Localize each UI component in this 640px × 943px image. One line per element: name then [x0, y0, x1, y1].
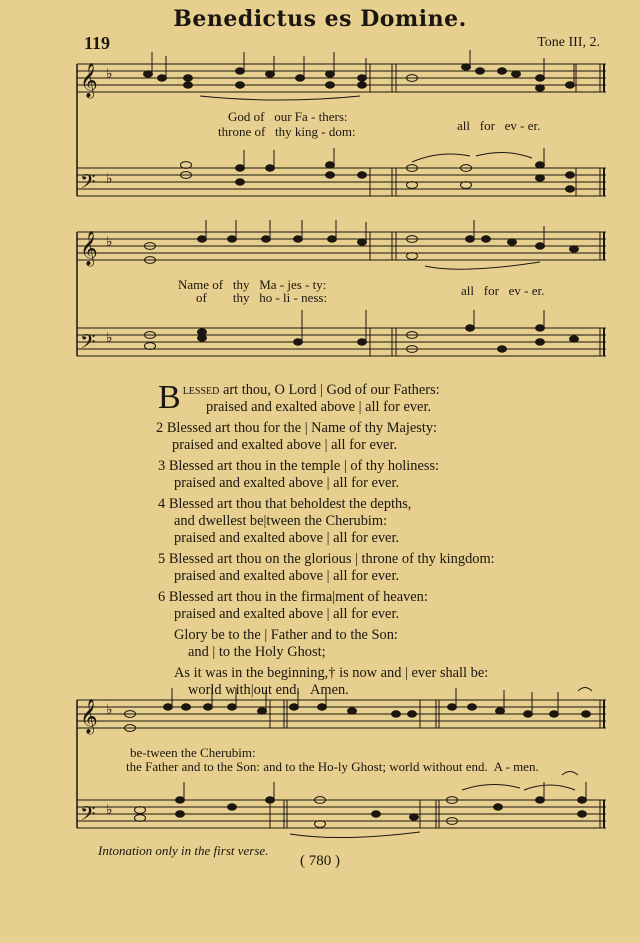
svg-text:♭: ♭ [106, 802, 113, 818]
verse-5 [158, 551, 588, 585]
verse-2-line1: Blessed art thou for the | Name of thy Majesty: [166, 420, 438, 436]
treble-clef-icon: 𝄞 [80, 231, 98, 266]
verse-number: 5 [158, 551, 166, 567]
system2-lyrics-line1: Name of thy Ma - jes - ty: [178, 277, 327, 292]
doxology-line3: As it was in the beginning,† is now and | ever shall be: [174, 665, 489, 681]
system1-lyrics-end: all for ev - er. [457, 118, 541, 133]
verse-1-line1: art thou, O Lord | God of our Fathers: [219, 382, 440, 398]
system3-lyrics-line2: the Father and to the Son: and to the Ho-ly Ghost; world without end. A - men. [126, 759, 539, 774]
verse-1 [158, 379, 588, 416]
verse-6-line2: praised and exalted above | all for ever. [174, 606, 400, 622]
verse-number: 2 [156, 420, 164, 436]
verse-2 [156, 420, 588, 454]
page-number: ( 780 ) [300, 853, 340, 869]
tone-label: Tone III, 2. [537, 35, 600, 50]
bass-clef-icon: 𝄢 [80, 170, 96, 198]
staff-system2-treble [77, 232, 606, 260]
verse-3-line1: Blessed art thou in the temple | of thy holiness: [168, 458, 440, 474]
doxology-gloria [158, 627, 588, 661]
verse-text [156, 379, 588, 703]
verse-5-line1: Blessed art thou on the glorious | throne of thy kingdom: [168, 551, 495, 567]
svg-text:♭: ♭ [106, 66, 113, 82]
svg-text:♭: ♭ [106, 702, 113, 718]
doxology-line2: and | to the Holy Ghost; [188, 644, 326, 660]
intonation-note: Intonation only in the first verse. [98, 843, 269, 858]
verse-6 [158, 589, 588, 623]
verse-5-line2: praised and exalted above | all for ever. [174, 568, 400, 584]
doxology-line4: world with|out end. Amen. [188, 682, 349, 698]
verse-4-line3: praised and exalted above | all for ever. [174, 530, 400, 546]
verse-1-line2: praised and exalted above | all for ever. [206, 399, 432, 415]
verse-4-line1: Blessed art thou that beholdest the depths, [168, 496, 412, 512]
verse-number: 3 [158, 458, 166, 474]
svg-text:♭: ♭ [106, 171, 113, 187]
system3-lyrics-line1: be-tween the Cherubim: [130, 745, 256, 760]
svg-text:♭: ♭ [106, 330, 113, 346]
treble-clef-icon: 𝄞 [80, 699, 98, 734]
bass-clef-icon: 𝄢 [80, 802, 96, 830]
system1-lyrics-line1: God of our Fa - thers: [228, 109, 348, 124]
system2-lyrics-line2: of thy ho - li - ness: [196, 290, 328, 305]
hymn-number: 119 [84, 33, 111, 53]
doxology-line1: Glory be to the | Father and to the Son: [174, 627, 398, 643]
staff-system1-treble [77, 64, 606, 92]
verse-2-line2: praised and exalted above | all for ever. [172, 437, 398, 453]
doxology-sicut [158, 665, 588, 699]
verse-first-word: lessed [182, 382, 220, 398]
hymn-title: Benedictus es Domine. [173, 6, 467, 32]
drop-cap: B [158, 379, 181, 416]
verse-number: 6 [158, 589, 166, 605]
verse-6-line1: Blessed art thou in the firma|ment of heaven: [168, 589, 428, 605]
system1-lyrics-line2: throne of thy king - dom: [218, 124, 356, 139]
verse-number: 4 [158, 496, 166, 512]
staff-system2-bass [77, 328, 606, 356]
verse-4 [158, 496, 588, 547]
verse-3-line2: praised and exalted above | all for ever. [174, 475, 400, 491]
staff-system1-bass [77, 168, 606, 196]
bass-clef-icon: 𝄢 [80, 330, 96, 358]
treble-clef-icon: 𝄞 [80, 63, 98, 98]
svg-text:♭: ♭ [106, 234, 113, 250]
system2-lyrics-end: all for ev - er. [461, 283, 545, 298]
verse-4-line2: and dwellest be|tween the Cherubim: [174, 513, 388, 529]
verse-3 [158, 458, 588, 492]
staff-system3-bass [77, 800, 606, 828]
